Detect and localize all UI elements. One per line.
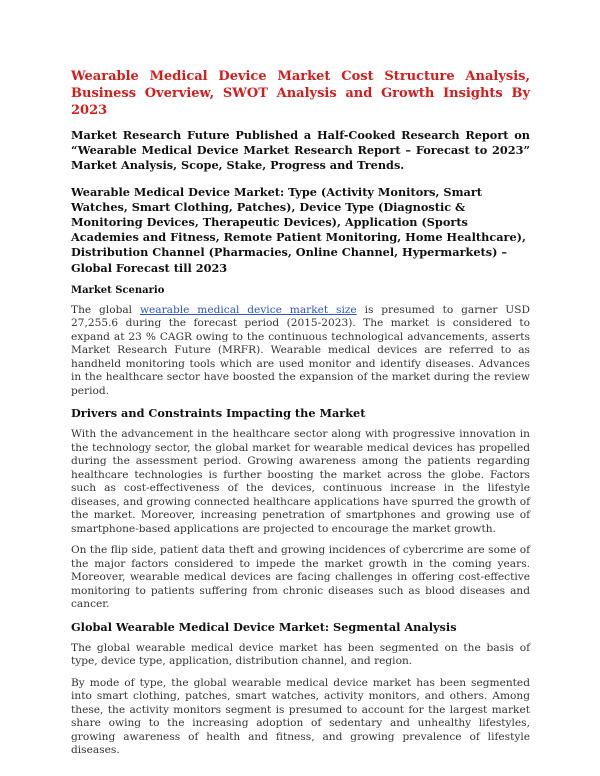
- scenario-text-before: The global: [71, 303, 140, 316]
- drivers-paragraph-1: With the advancement in the healthcare sector along with progressive innovation in the technology sector, the global market for wearable medical devices has propelled during the assessment period. Growing awareness among the patients regarding healthcare technologies is further boosting the market across the globe. Factors such as cost-effectiveness of the devices, continuous increase in the lifestyle diseases, and growing connected healthcare applications have spurred the growth of the market. Moreover, increasing penetration of smartphones and growing use of smartphone-based applications are projected to encourage the market growth.: [71, 428, 530, 535]
- segments-heading: Wearable Medical Device Market: Type (Activity Monitors, Smart Watches, Smart Clothing, Patches), Device Type (Diagnostic & Monitoring Devices, Therapeutic Devices), Application (Sports Academies and Fitness, Remote Patient Monitoring, Home Healthcare), Distribution Channel (Pharmacies, Online Channel, Hypermarkets) – Global Forecast till 2023: [71, 184, 526, 275]
- document-subtitle: Market Research Future Published a Half-Cooked Research Report on “Wearable Medical Device Market Research Report – Forecast to 2023” Market Analysis, Scope, Stake, Progress and Trends.: [71, 128, 530, 173]
- segmental-heading: Global Wearable Medical Device Market: Segmental Analysis: [71, 619, 457, 634]
- market-scenario-heading: Market Scenario: [71, 284, 165, 296]
- segmental-paragraph-1: The global wearable medical device market has been segmented on the basis of type, device type, application, distribution channel, and region.: [71, 641, 530, 668]
- document-title: Wearable Medical Device Market Cost Structure Analysis, Business Overview, SWOT Analysis and Growth Insights By 2023: [71, 69, 530, 118]
- market-size-link[interactable]: wearable medical device market size: [139, 303, 357, 316]
- segmental-paragraph-2: By mode of type, the global wearable medical device market has been segmented into smart clothing, patches, smart watches, activity monitors, and others. Among these, the activity monitors segment is presumed to account for the largest market share owing to the increasing adoption of sedentary and unhealthy lifestyles, growing awareness of health and fitness, and growing prevalence of lifestyle diseases.: [71, 676, 530, 757]
- drivers-paragraph-2: On the flip side, patient data theft and growing incidences of cybercrime are some of the major factors considered to impede the market growth in the coming years. Moreover, wearable medical devices are facing challenges in offering cost-effective monitoring to patients suffering from chronic diseases such as blood diseases and cancer.: [71, 544, 530, 611]
- scenario-text-after: is presumed to garner USD 27,255.6 during the forecast period (2015-2023). The market is considered to expand at 23 % CAGR owing to the continuous technological advancements, asserts Market Research Future (MRFR). Wearable medical devices are referred to as handheld monitoring tools which are used monitor and identify diseases. Advances in the healthcare sector have boosted the expansion of the market during the review period.: [71, 303, 530, 397]
- market-scenario-paragraph: [71, 304, 530, 399]
- drivers-heading: Drivers and Constraints Impacting the Market: [71, 406, 366, 421]
